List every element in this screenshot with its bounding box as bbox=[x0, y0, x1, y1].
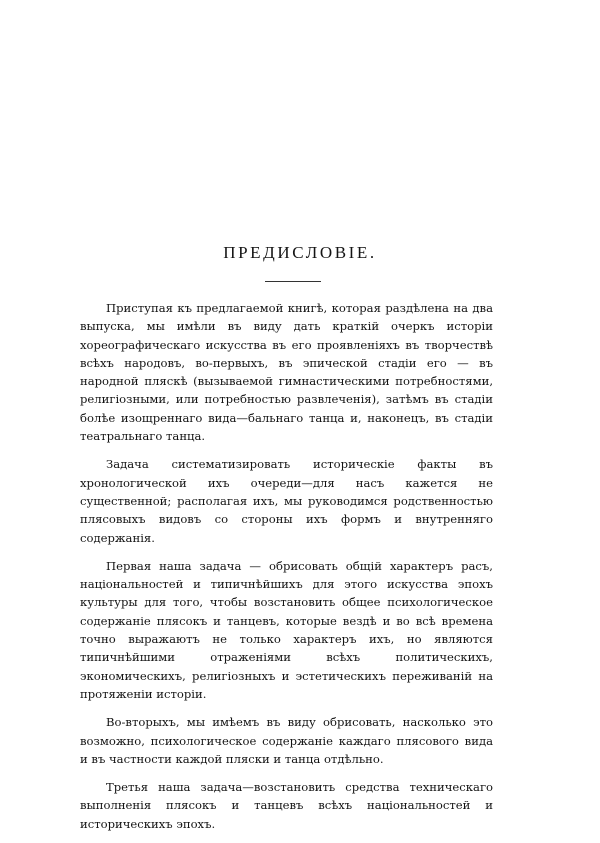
paragraph-3: Первая наша задача — обрисовать общій характеръ расъ, національностей и типичнѣйшихъ для этого искусства эпохъ культуры для того, чтобы возстановить общее психологическое содержаніе плясокъ и танцевъ, которые вездѣ и во всѣ времена точно выражаютъ не только характеръ ихъ, но являются типичнѣйшими отраженіями всѣхъ политическихъ, экономическихъ, религіозныхъ и эстетическихъ переживаній на протяженіи исторіи. bbox=[80, 558, 493, 701]
preface-body bbox=[80, 299, 493, 843]
paragraph-2: Задача систематизировать историческіе факты въ хронологической ихъ очереди—для насъ кажется не существенной; располагая ихъ, мы руководимся родственностью плясовыхъ видовъ со стороны ихъ формъ и внутренняго содержанія. bbox=[80, 457, 493, 545]
page-title: ПРЕДИСЛОВІЕ. bbox=[223, 243, 377, 262]
paragraph-5: Третья наша задача—возстановить средства техническаго выполненія плясокъ и танцевъ всѣхъ національностей и историческихъ эпохъ. bbox=[80, 780, 493, 831]
title-divider bbox=[265, 281, 321, 282]
paragraph-4: Во-вторыхъ, мы имѣемъ въ виду обрисовать, насколько это возможно, психологическое содержаніе каждаго плясового вида и въ частности каждой пляски и танца отдѣльно. bbox=[80, 715, 493, 766]
paragraph-1: Приступая къ предлагаемой книгѣ, которая раздѣлена на два выпуска, мы имѣли въ виду дать краткій очеркъ исторіи хореографическаго искусства въ его проявленіяхъ въ творчествѣ всѣхъ народовъ, во-первыхъ, въ эпической стадіи его — въ народной пляскѣ (вызываемой гимнастическими потребностями, религіозными, или потребностью развлеченія), затѣмъ въ стадіи болѣе изощреннаго вида—бальнаго танца и, наконецъ, въ стадіи театральнаго танца. bbox=[80, 301, 493, 444]
